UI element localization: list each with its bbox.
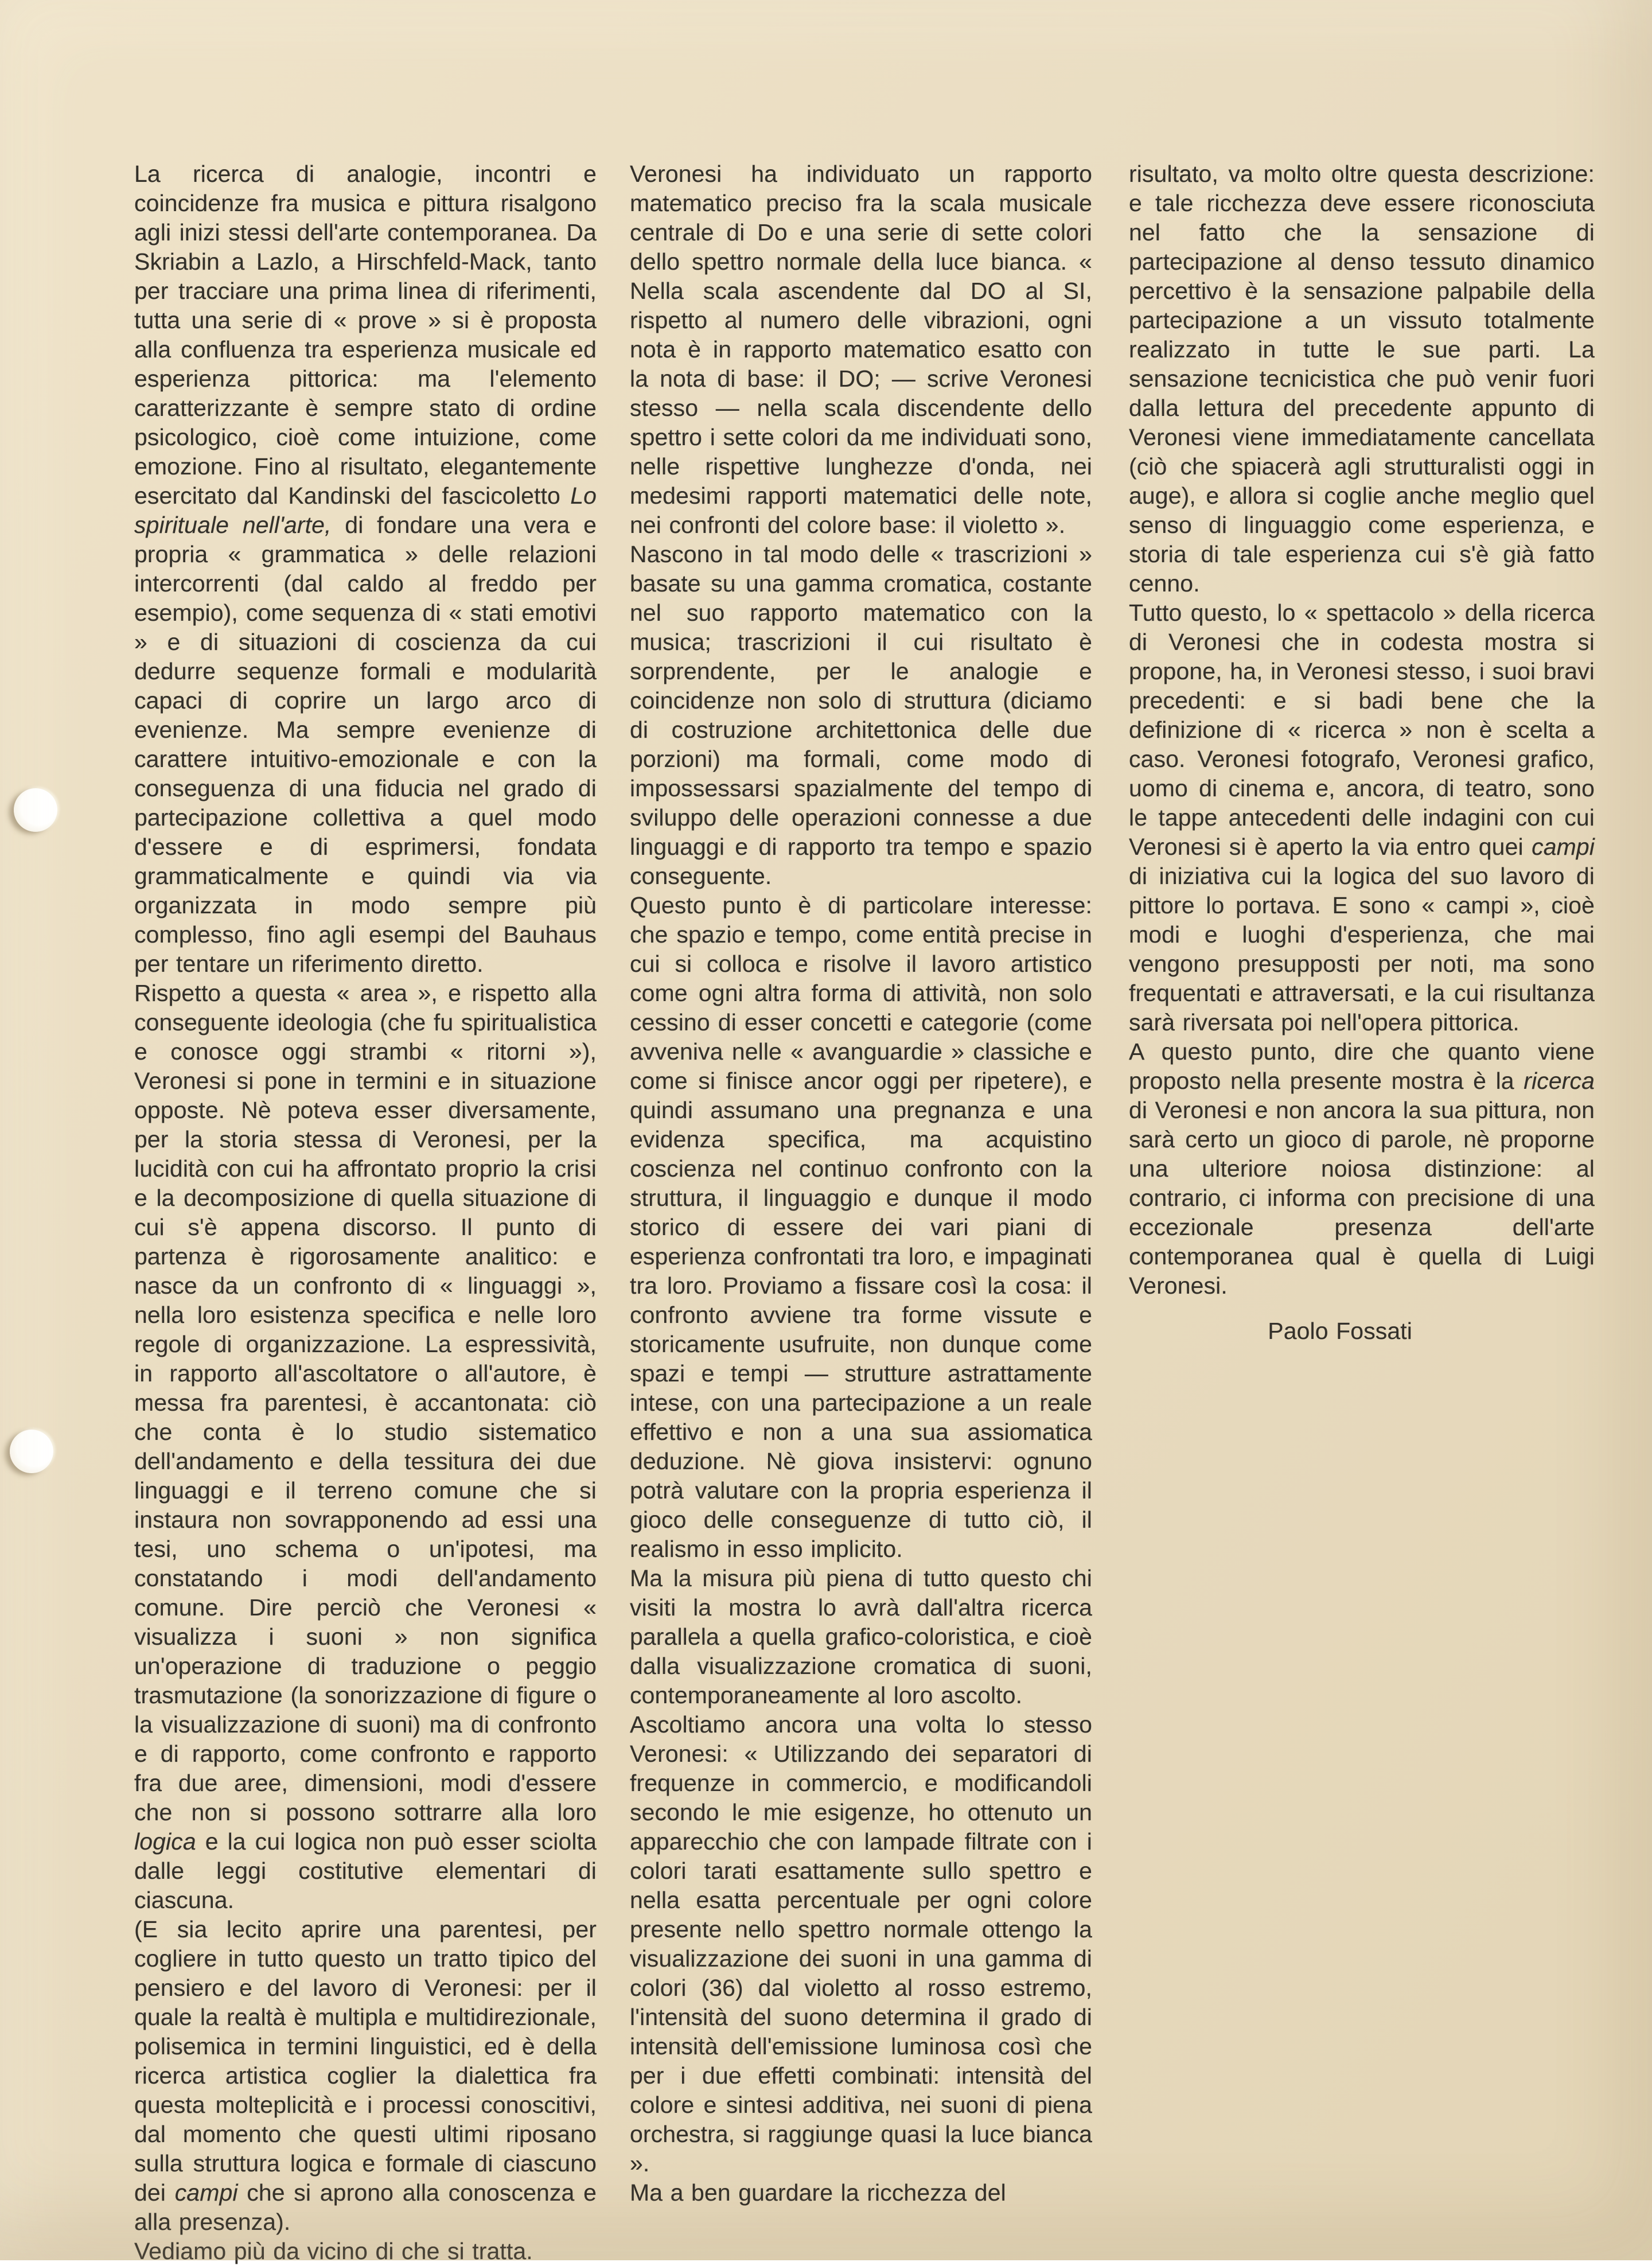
paragraph: risultato, va molto oltre questa descrizione: e tale ricchezza deve essere riconosciuta nel fatto che la sensazione di partecipazione al denso tessuto dinamico percettivo è la sensazione palpabile della partecipazione a un vissuto totalmente realizzato in tutte le sue parti. La sensazione tecnicistica che può venir fuori dalla lettura del precedente appunto di Veronesi viene immediatamente cancellata (ciò che spiacerà agli strutturalisti oggi in auge), e allora si coglie anche meglio quel senso di linguaggio come esperienza, e storia di tale esperienza cui s'è già fatto cenno. [1129,159,1595,598]
paragraph: Ma la misura più piena di tutto questo chi visiti la mostra lo avrà dall'altra ricerca parallela a quella grafico-coloristica, e cioè dalla visualizzazione cromatica di suoni, contemporaneamente al loro ascolto. [630,1564,1092,1710]
punch-hole-top [14,788,57,832]
paragraph: Vediamo più da vicino di che si tratta. [134,2237,597,2266]
punch-hole-bottom [10,1430,53,1473]
paragraph: Veronesi ha individuato un rapporto matematico preciso fra la scala musicale centrale di Do e una serie di sette colori dello spettro normale della luce bianca. « Nella scala ascendente dal DO al SI, rispetto al numero delle vibrazioni, ogni nota è in rapporto matematico esatto con la nota di base: il DO; — scrive Veronesi stesso — nella scala discendente dello spettro i sette colori da me individuati sono, nelle rispettive lunghezze d'onda, nei medesimi rapporti matematici delle note, nei confronti del colore base: il violetto ». [630,159,1092,540]
paragraph: Rispetto a questa « area », e rispetto alla conseguente ideologia (che fu spiritualistica e conosce oggi strambi « ritorni »), Veronesi si pone in termini e in situazione opposte. Nè poteva esser diversamente, per la storia stessa di Veronesi, per la lucidità con cui ha affrontato proprio la crisi e la decomposizione di quella situazione di cui s'è appena discorso. Il punto di partenza è rigorosamente analitico: e nasce da un confronto di « linguaggi », nella loro esistenza specifica e nelle loro regole di organizzazione. La espressività, in rapporto all'ascoltatore o all'autore, è messa fra parentesi, è accantonata: ciò che conta è lo studio sistematico dell'andamento e della tessitura dei due linguaggi e il terreno comune che si instaura non sovrapponendo ad essi una tesi, uno schema o un'ipotesi, ma constatando i modi dell'andamento comune. Dire perciò che Veronesi « visualizza i suoni » non significa un'operazione di traduzione o peggio trasmutazione (la sonorizzazione di figure o la visualizzazione di suoni) ma di confronto e di rapporto, come confronto e rapporto fra due aree, dimensioni, modi d'essere che non si possono sottrarre alla loro logica e la cui logica non può esser sciolta dalle leggi costitutive elementari di ciascuna. [134,979,597,1915]
text-column-3 [1129,159,1595,1346]
paragraph: Ascoltiamo ancora una volta lo stesso Veronesi: « Utilizzando dei separatori di frequenze in commercio, e modificandoli secondo le mie esigenze, ho ottenuto un apparecchio che con lampade filtrate con i colori tarati esattamente sullo spettro e nella esatta percentuale per ogni colore presente nello spettro normale ottengo la visualizzazione dei suoni in una gamma di colori (36) dal violetto al rosso estremo, l'intensità del suono determina il grado di intensità dell'emissione luminosa così che per i due effetti combinati: intensità del colore e sintesi additiva, nei suoni di piena orchestra, si raggiunge quasi la luce bianca ». [630,1710,1092,2178]
text-column-2 [630,159,1092,2207]
paragraph: Tutto questo, lo « spettacolo » della ricerca di Veronesi che in codesta mostra si propone, ha, in Veronesi stesso, i suoi bravi precedenti: e si badi bene che la definizione di « ricerca » non è scelta a caso. Veronesi fotografo, Veronesi grafico, uomo di cinema e, ancora, di teatro, sono le tappe antecedenti delle indagini con cui Veronesi si è aperto la via entro quei campi di iniziativa cui la logica del suo lavoro di pittore lo portava. E sono « campi », cioè modi e luoghi d'esperienza, che mai vengono presupposti per noti, ma sono frequentati e attraversati, e la cui risultanza sarà riversata poi nell'opera pittorica. [1129,598,1595,1037]
paragraph: Ma a ben guardare la ricchezza del [630,2178,1092,2207]
paragraph: (E sia lecito aprire una parentesi, per cogliere in tutto questo un tratto tipico del pensiero e del lavoro di Veronesi: per il quale la realtà è multipla e multidirezionale, polisemica in termini linguistici, ed è della ricerca artistica coglier la dialettica fra questa molteplicità e i processi conoscitivi, dal momento che questi ultimi riposano sulla struttura logica e formale di ciascuno dei campi che si aprono alla conoscenza e alla presenza). [134,1915,597,2237]
paragraph: La ricerca di analogie, incontri e coincidenze fra musica e pittura risalgono agli inizi stessi dell'arte contemporanea. Da Skriabin a Lazlo, a Hirschfeld-Mack, tanto per tracciare una prima linea di riferimenti, tutta una serie di « prove » si è proposta alla confluenza tra esperienza musicale ed esperienza pittorica: ma l'elemento caratterizzante è sempre stato di ordine psicologico, cioè come intuizione, come emozione. Fino al risultato, elegantemente esercitato dal Kandinski del fascicoletto Lo spirituale nell'arte, di fondare una vera e propria « grammatica » delle relazioni intercorrenti (dal caldo al freddo per esempio), come sequenza di « stati emotivi » e di situazioni di coscienza da cui dedurre sequenze formali e modularità capaci di coprire un largo arco di evenienze. Ma sempre evenienze di carattere intuitivo-emozionale e con la conseguenza di una fiducia nel grado di partecipazione collettiva a quel modo d'essere e di esprimersi, fondata grammaticalmente e quindi via via organizzata in modo sempre più complesso, fino agli esempi del Bauhaus per tentare un riferimento diretto. [134,159,597,979]
text-column-1 [134,159,597,2266]
author-signature: Paolo Fossati [1129,1317,1595,1346]
paragraph: Questo punto è di particolare interesse: che spazio e tempo, come entità precise in cui si colloca e risolve il lavoro artistico come ogni altra forma di attività, non solo cessino di esser concetti e categorie (come avveniva nelle « avanguardie » classiche e come si finisce ancor oggi per ripetere), e quindi assumano una pregnanza e una evidenza specifica, ma acquistino coscienza nel continuo confronto con la struttura, il linguaggio e dunque il modo storico di essere dei vari piani di esperienza confrontati tra loro, e impaginati tra loro. Proviamo a fissare così la cosa: il confronto avviene tra forme vissute e storicamente usufruite, non dunque come spazi e tempi — strutture astrattamente intese, con una partecipazione a un reale effettivo e non a una sua assiomatica deduzione. Nè giova insistervi: ognuno potrà valutare con la propria esperienza il gioco delle conseguenze di tutto ciò, il realismo in esso implicito. [630,891,1092,1564]
paragraph: A questo punto, dire che quanto viene proposto nella presente mostra è la ricerca di Veronesi e non ancora la sua pittura, non sarà certo un gioco di parole, nè proporne una ulteriore noiosa distinzione: al contrario, ci informa con precisione di una eccezionale presenza dell'arte contemporanea qual è quella di Luigi Veronesi. [1129,1037,1595,1301]
paragraph: Nascono in tal modo delle « trascrizioni » basate su una gamma cromatica, costante nel suo rapporto matematico con la musica; trascrizioni il cui risultato è sorprendente, per le analogie e coincidenze non solo di struttura (diciamo di costruzione architettonica delle due porzioni) ma formali, come modo di impossessarsi spazialmente del tempo di sviluppo delle operazioni connesse a due linguaggi e di rapporto tra tempo e spazio conseguente. [630,540,1092,891]
